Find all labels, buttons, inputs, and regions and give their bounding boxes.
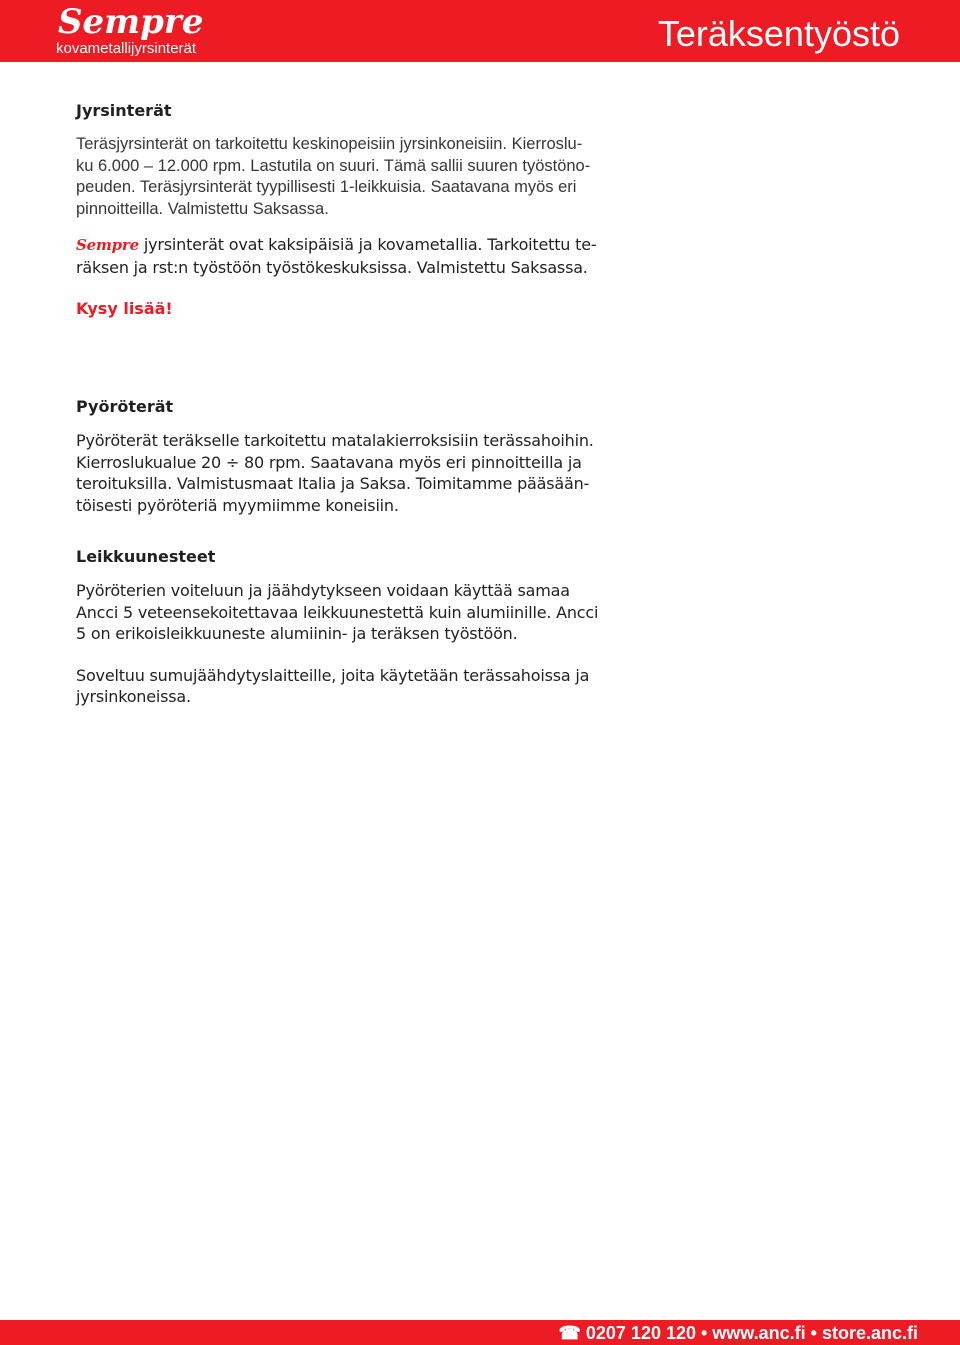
main-content <box>76 100 656 708</box>
sempre-logo <box>56 2 216 60</box>
paragraph-line <box>76 234 656 257</box>
paragraph-line: töisesti pyöröteriä myymiimme koneisiin. <box>76 495 399 515</box>
logo-wordmark: Sempre <box>58 2 204 42</box>
paragraph-line: pinnoitteilla. Valmistettu Saksassa. <box>76 199 329 218</box>
paragraph-text: jyrsinterät ovat kaksipäisiä ja kovametallia. Tarkoitettu te- <box>138 235 597 254</box>
section-heading: Pyöröterät <box>76 397 174 416</box>
page-title: Teräksentyöstö <box>657 13 900 54</box>
paragraph-line: Ancci 5 veteensekoitettavaa leikkuunestettä kuin alumiinille. Ancci <box>76 602 599 622</box>
paragraph-line: teroituksilla. Valmistusmaat Italia ja Saksa. Toimitamme pääsään- <box>76 474 590 493</box>
logo-subtitle: kovametallijyrsinterät <box>56 40 197 57</box>
paragraph-line: peuden. Teräsjyrsinterät tyypillisesti 1-leikkuisia. Saatavana myös eri <box>76 178 577 196</box>
paragraph-line: 5 on erikoisleikkuuneste alumiinin- ja teräksen työstöön. <box>76 624 518 643</box>
paragraph-line: räksen ja rst:n työstöön työstökeskuksissa. Valmistettu Saksassa. <box>76 257 588 277</box>
paragraph-line: Pyöröterät teräkselle tarkoitettu matalakierroksisiin terässahoihin. <box>76 431 594 450</box>
inline-sempre-logo: Sempre <box>76 236 139 254</box>
paragraph-line: Soveltuu sumujäähdytyslaitteille, joita käytetään terässahoissa ja <box>76 665 590 685</box>
paragraph-line: Pyöröterien voiteluun ja jäähdytykseen voidaan käyttää samaa <box>76 581 570 600</box>
section-jyrsinterat <box>76 100 656 320</box>
footer-contact: ☎ 0207 120 120 • www.anc.fi • store.anc.fi <box>558 1323 918 1343</box>
paragraph-line: jyrsinkoneissa. <box>76 687 191 706</box>
section-heading: Jyrsinterät <box>76 101 172 120</box>
paragraph-line: ku 6.000 – 12.000 rpm. Lastutila on suuri. Tämä sallii suuren työstöno- <box>76 156 591 175</box>
ask-more-link[interactable]: Kysy lisää! <box>76 299 173 318</box>
footer-bar <box>0 1320 960 1345</box>
section-heading: Leikkuunesteet <box>76 547 216 566</box>
section-leikkuunesteet <box>76 546 656 708</box>
section-pyoroterat <box>76 396 656 516</box>
paragraph-line: Kierroslukualue 20 ÷ 80 rpm. Saatavana myös eri pinnoitteilla ja <box>76 452 582 472</box>
paragraph-line: Teräsjyrsinterät on tarkoitettu keskinopeisiin jyrsinkoneisiin. Kierroslu- <box>76 135 583 153</box>
header-bar <box>0 0 960 62</box>
